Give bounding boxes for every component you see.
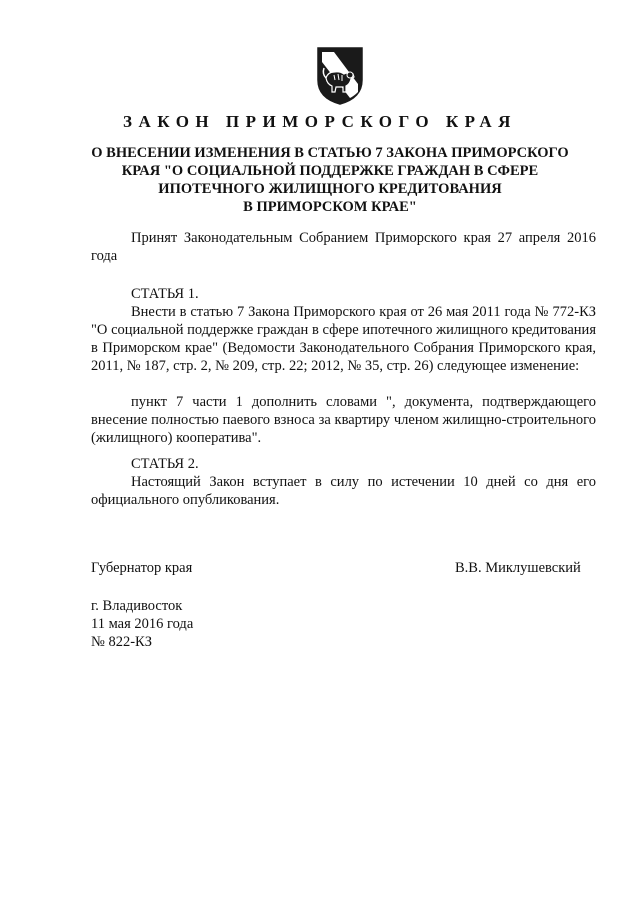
subtitle-line: КРАЯ "О СОЦИАЛЬНОЙ ПОДДЕРЖКЕ ГРАЖДАН В СФЕРЕ — [121, 163, 539, 179]
adoption-statement: Принят Законодательным Собранием Приморского края 27 апреля 2016 года — [91, 230, 596, 264]
signatory-position: Губернатор края — [91, 560, 193, 576]
article-1-amendment: пункт 7 части 1 дополнить словами ", документа, подтверждающего внесение полностью паевого взноса за квартиру членом жилищно-строительного (жилищного) кооператива". — [91, 394, 596, 446]
footer-city: г. Владивосток — [91, 598, 183, 614]
law-title: ЗАКОН ПРИМОРСКОГО КРАЯ — [123, 112, 517, 131]
subtitle-line: В ПРИМОРСКОМ КРАЕ" — [243, 199, 417, 215]
subtitle-line: ИПОТЕЧНОГО ЖИЛИЩНОГО КРЕДИТОВАНИЯ — [158, 181, 502, 197]
subtitle-line: О ВНЕСЕНИИ ИЗМЕНЕНИЯ В СТАТЬЮ 7 ЗАКОНА ПРИМОРСКОГО — [91, 145, 569, 161]
primorsky-krai-coat-of-arms-icon — [314, 44, 366, 106]
footer-number: № 822-КЗ — [91, 634, 152, 650]
signatory-name: В.В. Миклушевский — [455, 560, 581, 576]
law-footer — [91, 597, 193, 651]
footer-date: 11 мая 2016 года — [91, 616, 194, 632]
law-subtitle — [60, 144, 600, 216]
article-2-text: Настоящий Закон вступает в силу по истечении 10 дней со дня его официального опубликования. — [91, 474, 596, 508]
article-1-heading: СТАТЬЯ 1. — [131, 286, 199, 302]
article-2-heading: СТАТЬЯ 2. — [131, 456, 199, 472]
article-1-text: Внести в статью 7 Закона Приморского края от 26 мая 2011 года № 772-КЗ "О социальной поддержке граждан в сфере ипотечного жилищного кредитования в Приморском крае" (Ведомости Законодательного Собрания Приморского края, 2011, № 187, стр. 2, № 209, стр. 22; 2012, № 35, стр. 26) следующее изменение: — [91, 304, 596, 374]
